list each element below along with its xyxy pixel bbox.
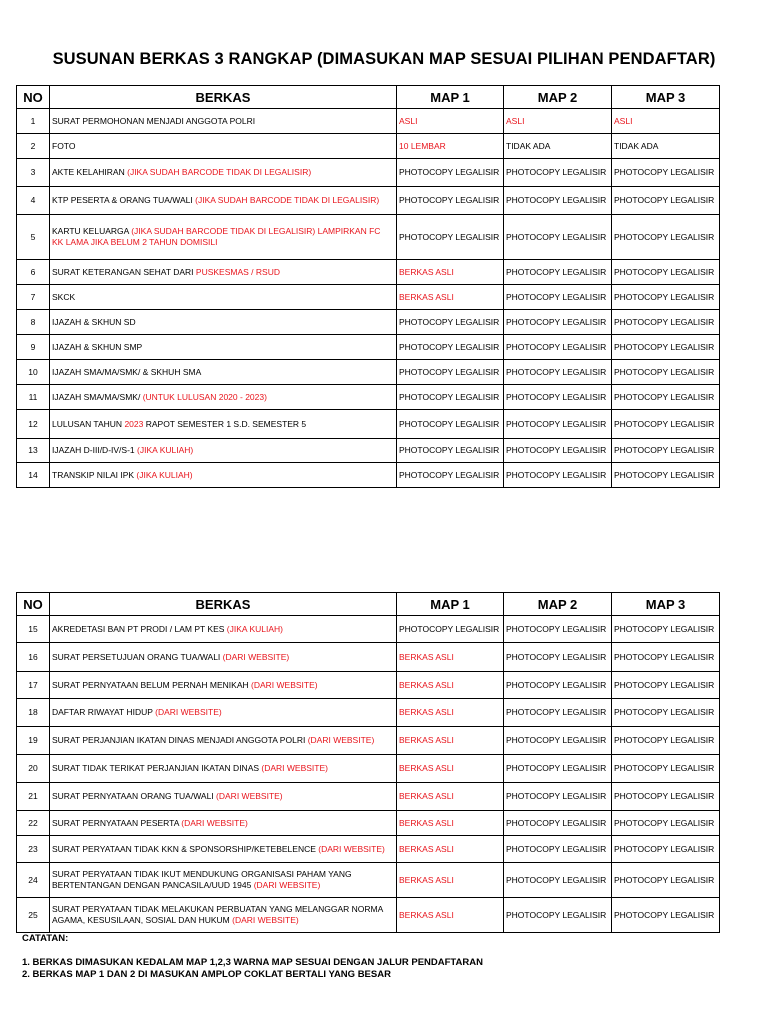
berkas-text: SURAT PERNYATAAN BELUM PERNAH MENIKAH [52, 679, 251, 690]
berkas-cell [50, 783, 397, 811]
table-1-body [17, 109, 720, 488]
berkas-note: (JIKA SUDAH BARCODE TIDAK DI LEGALISIR) [195, 195, 380, 205]
row-number: 14 [17, 463, 50, 488]
berkas-table-1 [16, 85, 720, 488]
table-2-body [17, 616, 720, 933]
table-row [17, 285, 720, 310]
map-3-cell: PHOTOCOPY LEGALISIR [612, 187, 720, 215]
map-1-cell: PHOTOCOPY LEGALISIR [397, 385, 504, 410]
berkas-text: KTP PESERTA & ORANG TUA/WALI [52, 195, 196, 205]
berkas-text: SURAT PERSETUJUAN ORANG TUA/WALI [52, 651, 223, 662]
berkas-note: (JIKA SUDAH BARCODE TIDAK DI LEGALISIR) LAMPIRKAN FC KK LAMA JIKA BELUM 2 TAHUN DOMISILI [52, 226, 381, 247]
berkas-cell [50, 755, 397, 783]
berkas-cell [50, 463, 397, 488]
berkas-cell [50, 215, 397, 260]
row-number: 23 [17, 836, 50, 863]
map-3-cell: PHOTOCOPY LEGALISIR [612, 410, 720, 439]
header-map-2: MAP 2 [504, 86, 612, 109]
map-2-cell: PHOTOCOPY LEGALISIR [504, 836, 612, 863]
berkas-text: IJAZAH SMA/MA/SMK/ [52, 391, 143, 402]
map-2-cell: PHOTOCOPY LEGALISIR [504, 285, 612, 310]
table-row [17, 385, 720, 410]
berkas-text: TRANSKIP NILAI IPK [52, 469, 137, 480]
header-map-1: MAP 1 [397, 86, 504, 109]
map-3-cell: PHOTOCOPY LEGALISIR [612, 836, 720, 863]
map-3-cell: PHOTOCOPY LEGALISIR [612, 783, 720, 811]
berkas-cell [50, 836, 397, 863]
berkas-text: SURAT PERMOHONAN MENJADI ANGGOTA POLRI [52, 115, 256, 126]
row-number: 3 [17, 159, 50, 187]
berkas-text: SURAT PERYATAAN TIDAK MELAKUKAN PERBUATAN YANG MELANGGAR NORMA AGAMA, KESUSILAAN, SOSIAL DAN HUKUM [52, 904, 383, 925]
map-3-cell: PHOTOCOPY LEGALISIR [612, 463, 720, 488]
berkas-note: PUSKESMAS / RSUD [195, 266, 280, 277]
table-row [17, 616, 720, 643]
map-2-cell: PHOTOCOPY LEGALISIR [504, 335, 612, 360]
header-berkas: BERKAS [50, 86, 397, 109]
berkas-text: SURAT PERYATAAN TIDAK IKUT MENDUKUNG ORGANISASI PAHAM YANG BERTENTANGAN DENGAN PANCASILA/UUD 1945 [52, 869, 352, 890]
berkas-cell [50, 616, 397, 643]
row-number: 18 [17, 699, 50, 727]
berkas-text: SURAT PERYATAAN TIDAK KKN & SPONSORSHIP/KETEBELENCE [52, 843, 319, 854]
berkas-note: (UNTUK LULUSAN 2020 - 2023) [142, 391, 267, 402]
row-number: 2 [17, 134, 50, 159]
berkas-note: (JIKA SUDAH BARCODE TIDAK DI LEGALISIR) [127, 167, 312, 177]
berkas-note: (DARI WEBSITE) [307, 735, 375, 745]
map-3-cell: PHOTOCOPY LEGALISIR [612, 755, 720, 783]
berkas-note: (JIKA KULIAH) [137, 445, 194, 455]
map-1-cell: PHOTOCOPY LEGALISIR [397, 215, 504, 260]
map-2-cell: PHOTOCOPY LEGALISIR [504, 159, 612, 187]
berkas-cell [50, 285, 397, 310]
berkas-cell [50, 385, 397, 410]
map-2-cell: PHOTOCOPY LEGALISIR [504, 811, 612, 836]
table-row [17, 260, 720, 285]
map-2-cell: PHOTOCOPY LEGALISIR [504, 616, 612, 643]
berkas-note: (DARI WEBSITE) [232, 915, 299, 925]
row-number: 13 [17, 439, 50, 463]
map-3-cell: PHOTOCOPY LEGALISIR [612, 385, 720, 410]
map-2-cell: PHOTOCOPY LEGALISIR [504, 863, 612, 898]
header-map-3: MAP 3 [612, 593, 720, 616]
map-2-cell: PHOTOCOPY LEGALISIR [504, 410, 612, 439]
berkas-cell [50, 335, 397, 360]
berkas-note: (JIKA KULIAH) [136, 469, 193, 480]
berkas-text: DAFTAR RIWAYAT HIDUP [52, 707, 156, 717]
berkas-note: (DARI WEBSITE) [181, 817, 248, 828]
map-3-cell: ASLI [612, 109, 720, 134]
map-1-cell: ASLI [397, 109, 504, 134]
map-3-cell: PHOTOCOPY LEGALISIR [612, 215, 720, 260]
row-number: 4 [17, 187, 50, 215]
map-1-cell: BERKAS ASLI [397, 783, 504, 811]
table-row [17, 727, 720, 755]
table-row [17, 811, 720, 836]
notes-heading: CATATAN: [22, 933, 69, 944]
berkas-cell [50, 360, 397, 385]
berkas-text: SURAT KETERANGAN SEHAT DARI [52, 266, 196, 277]
berkas-cell [50, 187, 397, 215]
map-1-cell: BERKAS ASLI [397, 643, 504, 672]
notes-section [22, 933, 483, 981]
row-number: 15 [17, 616, 50, 643]
map-3-cell: PHOTOCOPY LEGALISIR [612, 360, 720, 385]
berkas-cell [50, 134, 397, 159]
map-2-cell: PHOTOCOPY LEGALISIR [504, 187, 612, 215]
map-1-cell: PHOTOCOPY LEGALISIR [397, 616, 504, 643]
map-2-cell: PHOTOCOPY LEGALISIR [504, 385, 612, 410]
berkas-cell [50, 672, 397, 699]
map-2-cell: PHOTOCOPY LEGALISIR [504, 439, 612, 463]
berkas-note: (DARI WEBSITE) [216, 791, 283, 801]
berkas-text: SURAT PERJANJIAN IKATAN DINAS MENJADI ANGGOTA POLRI [52, 735, 308, 745]
map-2-cell: PHOTOCOPY LEGALISIR [504, 463, 612, 488]
map-2-cell: PHOTOCOPY LEGALISIR [504, 360, 612, 385]
berkas-note: (DARI WEBSITE) [261, 763, 328, 773]
map-3-cell: PHOTOCOPY LEGALISIR [612, 727, 720, 755]
row-number: 17 [17, 672, 50, 699]
map-1-cell: BERKAS ASLI [397, 863, 504, 898]
map-2-cell: TIDAK ADA [504, 134, 612, 159]
berkas-cell [50, 811, 397, 836]
row-number: 7 [17, 285, 50, 310]
header-no: NO [17, 86, 50, 109]
row-number: 24 [17, 863, 50, 898]
berkas-note: (DARI WEBSITE) [253, 880, 321, 890]
table-row [17, 410, 720, 439]
header-no: NO [17, 593, 50, 616]
berkas-text-after: RAPOT SEMESTER 1 S.D. SEMESTER 5 [143, 418, 307, 429]
table-row [17, 672, 720, 699]
berkas-table-2 [16, 592, 720, 933]
map-1-cell: PHOTOCOPY LEGALISIR [397, 159, 504, 187]
map-1-cell: BERKAS ASLI [397, 898, 504, 933]
berkas-text: AKREDETASI BAN PT PRODI / LAM PT KES [52, 623, 227, 634]
table-row [17, 439, 720, 463]
map-3-cell: PHOTOCOPY LEGALISIR [612, 811, 720, 836]
row-number: 19 [17, 727, 50, 755]
map-2-cell: PHOTOCOPY LEGALISIR [504, 260, 612, 285]
berkas-cell [50, 863, 397, 898]
map-1-cell: PHOTOCOPY LEGALISIR [397, 410, 504, 439]
map-1-cell: BERKAS ASLI [397, 699, 504, 727]
row-number: 5 [17, 215, 50, 260]
note-item-2: 2. BERKAS MAP 1 DAN 2 DI MASUKAN AMPLOP COKLAT BERTALI YANG BESAR [22, 969, 391, 980]
table-header-row [17, 593, 720, 616]
table-row [17, 783, 720, 811]
map-3-cell: TIDAK ADA [612, 134, 720, 159]
map-3-cell: PHOTOCOPY LEGALISIR [612, 616, 720, 643]
row-number: 21 [17, 783, 50, 811]
map-2-cell: PHOTOCOPY LEGALISIR [504, 699, 612, 727]
map-3-cell: PHOTOCOPY LEGALISIR [612, 335, 720, 360]
map-3-cell: PHOTOCOPY LEGALISIR [612, 898, 720, 933]
berkas-text: LULUSAN TAHUN [52, 418, 125, 429]
row-number: 8 [17, 310, 50, 335]
map-1-cell: BERKAS ASLI [397, 836, 504, 863]
row-number: 22 [17, 811, 50, 836]
berkas-cell [50, 410, 397, 439]
table-row [17, 643, 720, 672]
table-row [17, 134, 720, 159]
berkas-cell [50, 159, 397, 187]
berkas-cell [50, 310, 397, 335]
map-1-cell: BERKAS ASLI [397, 811, 504, 836]
map-3-cell: PHOTOCOPY LEGALISIR [612, 310, 720, 335]
berkas-text: IJAZAH D-III/D-IV/S-1 [52, 445, 138, 455]
berkas-text: SURAT PERNYATAAN PESERTA [52, 817, 182, 828]
berkas-text: SKCK [52, 291, 76, 302]
map-2-cell: PHOTOCOPY LEGALISIR [504, 215, 612, 260]
berkas-note: (DARI WEBSITE) [318, 843, 385, 854]
header-map-2: MAP 2 [504, 593, 612, 616]
map-3-cell: PHOTOCOPY LEGALISIR [612, 260, 720, 285]
note-item-1: 1. BERKAS DIMASUKAN KEDALAM MAP 1,2,3 WARNA MAP SESUAI DENGAN JALUR PENDAFTARAN [22, 957, 483, 968]
row-number: 6 [17, 260, 50, 285]
table-row [17, 335, 720, 360]
map-1-cell: PHOTOCOPY LEGALISIR [397, 335, 504, 360]
map-2-cell: PHOTOCOPY LEGALISIR [504, 672, 612, 699]
map-3-cell: PHOTOCOPY LEGALISIR [612, 699, 720, 727]
table-row [17, 699, 720, 727]
map-1-cell: PHOTOCOPY LEGALISIR [397, 310, 504, 335]
map-1-cell: PHOTOCOPY LEGALISIR [397, 439, 504, 463]
berkas-note: (JIKA KULIAH) [226, 623, 283, 634]
table-row [17, 863, 720, 898]
berkas-note: 2023 [124, 418, 144, 429]
berkas-cell [50, 898, 397, 933]
map-3-cell: PHOTOCOPY LEGALISIR [612, 439, 720, 463]
map-1-cell: 10 LEMBAR [397, 134, 504, 159]
table-row [17, 215, 720, 260]
table-row [17, 360, 720, 385]
berkas-cell [50, 260, 397, 285]
table-row [17, 898, 720, 933]
berkas-cell [50, 439, 397, 463]
row-number: 10 [17, 360, 50, 385]
berkas-text: FOTO [52, 140, 76, 151]
row-number: 9 [17, 335, 50, 360]
table-row [17, 187, 720, 215]
row-number: 20 [17, 755, 50, 783]
table-row [17, 159, 720, 187]
map-1-cell: BERKAS ASLI [397, 672, 504, 699]
berkas-text: IJAZAH SMA/MA/SMK/ & SKHUH SMA [52, 366, 202, 377]
map-3-cell: PHOTOCOPY LEGALISIR [612, 285, 720, 310]
table-row [17, 755, 720, 783]
berkas-note: (DARI WEBSITE) [155, 707, 222, 717]
map-2-cell: PHOTOCOPY LEGALISIR [504, 643, 612, 672]
map-2-cell: PHOTOCOPY LEGALISIR [504, 727, 612, 755]
berkas-text: IJAZAH & SKHUN SD [52, 316, 136, 327]
table-row [17, 109, 720, 134]
map-2-cell: ASLI [504, 109, 612, 134]
berkas-text: SURAT PERNYATAAN ORANG TUA/WALI [52, 791, 217, 801]
map-2-cell: PHOTOCOPY LEGALISIR [504, 898, 612, 933]
map-3-cell: PHOTOCOPY LEGALISIR [612, 863, 720, 898]
row-number: 25 [17, 898, 50, 933]
berkas-cell [50, 643, 397, 672]
map-2-cell: PHOTOCOPY LEGALISIR [504, 783, 612, 811]
table-header-row [17, 86, 720, 109]
berkas-text: IJAZAH & SKHUN SMP [52, 341, 143, 352]
berkas-text: SURAT TIDAK TERIKAT PERJANJIAN IKATAN DINAS [52, 763, 262, 773]
map-1-cell: PHOTOCOPY LEGALISIR [397, 360, 504, 385]
berkas-cell [50, 727, 397, 755]
map-1-cell: BERKAS ASLI [397, 285, 504, 310]
berkas-cell [50, 109, 397, 134]
row-number: 11 [17, 385, 50, 410]
header-map-1: MAP 1 [397, 593, 504, 616]
berkas-note: (DARI WEBSITE) [222, 651, 290, 662]
map-2-cell: PHOTOCOPY LEGALISIR [504, 755, 612, 783]
map-1-cell: BERKAS ASLI [397, 755, 504, 783]
row-number: 1 [17, 109, 50, 134]
table-row [17, 310, 720, 335]
map-3-cell: PHOTOCOPY LEGALISIR [612, 643, 720, 672]
table-row [17, 463, 720, 488]
row-number: 16 [17, 643, 50, 672]
map-1-cell: BERKAS ASLI [397, 260, 504, 285]
map-3-cell: PHOTOCOPY LEGALISIR [612, 159, 720, 187]
map-1-cell: PHOTOCOPY LEGALISIR [397, 463, 504, 488]
table-row [17, 836, 720, 863]
map-3-cell: PHOTOCOPY LEGALISIR [612, 672, 720, 699]
berkas-text: KARTU KELUARGA [52, 226, 132, 236]
berkas-note: (DARI WEBSITE) [251, 679, 318, 690]
page-title: SUSUNAN BERKAS 3 RANGKAP (DIMASUKAN MAP SESUAI PILIHAN PENDAFTAR) [52, 50, 716, 68]
map-1-cell: PHOTOCOPY LEGALISIR [397, 187, 504, 215]
row-number: 12 [17, 410, 50, 439]
map-1-cell: BERKAS ASLI [397, 727, 504, 755]
header-berkas: BERKAS [50, 593, 397, 616]
berkas-cell [50, 699, 397, 727]
berkas-text: AKTE KELAHIRAN [52, 167, 128, 177]
header-map-3: MAP 3 [612, 86, 720, 109]
map-2-cell: PHOTOCOPY LEGALISIR [504, 310, 612, 335]
